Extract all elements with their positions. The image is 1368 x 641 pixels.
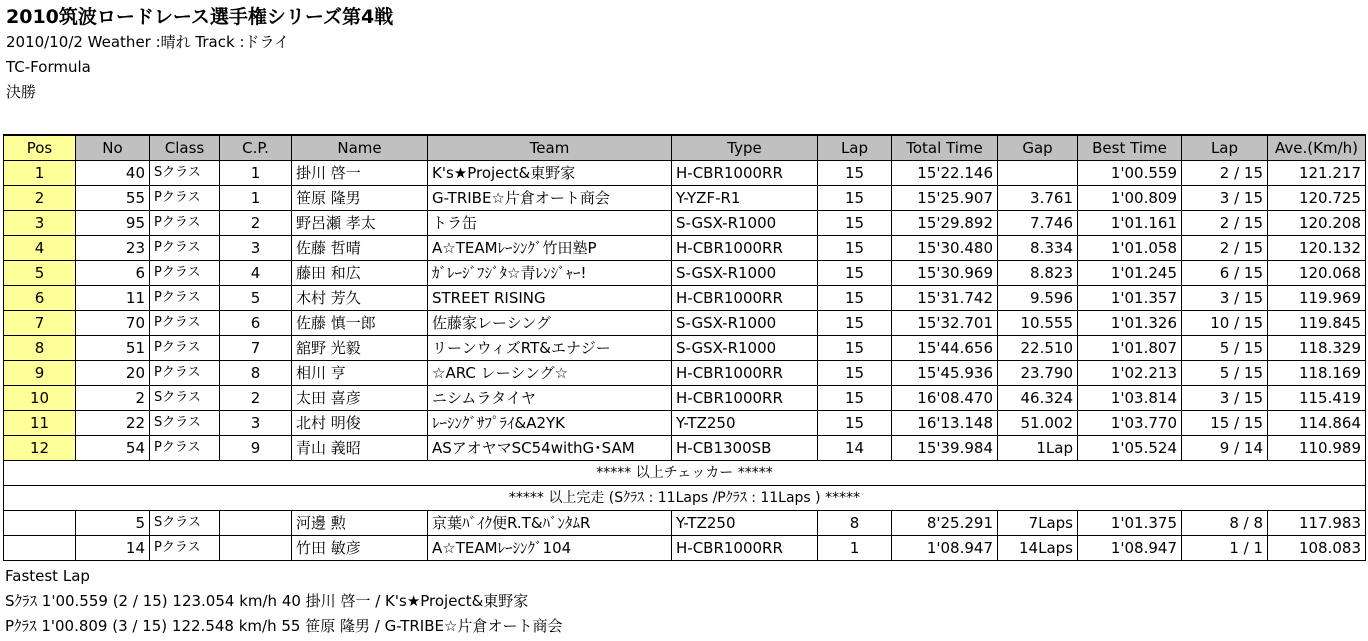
cell-type: H-CBR1000RR [672, 536, 818, 561]
separator-checker: ***** 以上チェッカー ***** [4, 461, 1366, 486]
cell-total-time: 8'25.291 [892, 511, 998, 536]
cell-best-lap: 15 / 15 [1182, 411, 1268, 436]
cell-total-time: 15'45.936 [892, 361, 998, 386]
col-header-name: Name [292, 135, 428, 161]
cell-avg-speed: 120.068 [1268, 261, 1366, 286]
cell-avg-speed: 115.419 [1268, 386, 1366, 411]
cell-class: Pクラス [150, 436, 220, 461]
cell-lap: 15 [818, 261, 892, 286]
cell-type: H-CBR1000RR [672, 161, 818, 186]
cell-best-lap: 6 / 15 [1182, 261, 1268, 286]
cell-no: 95 [76, 211, 150, 236]
separator-row [4, 486, 1366, 511]
cell-lap: 15 [818, 386, 892, 411]
cell-class: Sクラス [150, 511, 220, 536]
cell-best-time: 1'01.326 [1078, 311, 1182, 336]
cell-cp: 9 [220, 436, 292, 461]
cell-best-time: 1'02.213 [1078, 361, 1182, 386]
cell-gap [998, 161, 1078, 186]
cell-total-time: 15'22.146 [892, 161, 998, 186]
cell-best-lap: 3 / 15 [1182, 186, 1268, 211]
table-row [4, 161, 1366, 186]
cell-total-time: 16'13.148 [892, 411, 998, 436]
cell-team: ☆ARC レーシング☆ [428, 361, 672, 386]
cell-type: S-GSX-R1000 [672, 211, 818, 236]
cell-name: 木村 芳久 [292, 286, 428, 311]
cell-best-time: 1'00.809 [1078, 186, 1182, 211]
cell-total-time: 15'30.969 [892, 261, 998, 286]
cell-name: 野呂瀬 孝太 [292, 211, 428, 236]
cell-avg-speed: 120.132 [1268, 236, 1366, 261]
cell-name: 掛川 啓一 [292, 161, 428, 186]
cell-pos [4, 536, 76, 561]
cell-gap: 46.324 [998, 386, 1078, 411]
cell-no: 20 [76, 361, 150, 386]
fastest-lap-s-class: Sｸﾗｽ 1'00.559 (2 / 15) 123.054 km/h 40 掛川 啓一 / K's★Project&東野家 [5, 592, 529, 610]
cell-best-lap: 10 / 15 [1182, 311, 1268, 336]
cell-type: H-CBR1000RR [672, 386, 818, 411]
cell-lap: 15 [818, 311, 892, 336]
table-row [4, 261, 1366, 286]
cell-total-time: 1'08.947 [892, 536, 998, 561]
cell-team: K's★Project&東野家 [428, 161, 672, 186]
cell-class: Pクラス [150, 211, 220, 236]
cell-type: H-CB1300SB [672, 436, 818, 461]
cell-pos: 2 [4, 186, 76, 211]
col-header-cp: C.P. [220, 135, 292, 161]
cell-best-lap: 2 / 15 [1182, 236, 1268, 261]
results-table [3, 134, 1366, 561]
cell-best-lap: 2 / 15 [1182, 211, 1268, 236]
cell-type: H-CBR1000RR [672, 236, 818, 261]
cell-best-lap: 3 / 15 [1182, 386, 1268, 411]
cell-best-time: 1'03.814 [1078, 386, 1182, 411]
cell-cp: 6 [220, 311, 292, 336]
cell-no: 55 [76, 186, 150, 211]
cell-gap: 8.823 [998, 261, 1078, 286]
cell-pos: 10 [4, 386, 76, 411]
table-row [4, 411, 1366, 436]
cell-cp: 5 [220, 286, 292, 311]
cell-cp [220, 511, 292, 536]
cell-lap: 15 [818, 286, 892, 311]
cell-pos: 4 [4, 236, 76, 261]
cell-name: 太田 喜彦 [292, 386, 428, 411]
cell-total-time: 15'25.907 [892, 186, 998, 211]
cell-pos: 11 [4, 411, 76, 436]
cell-name: 北村 明俊 [292, 411, 428, 436]
cell-pos: 8 [4, 336, 76, 361]
cell-no: 70 [76, 311, 150, 336]
table-row [4, 386, 1366, 411]
fastest-lap-section [5, 564, 562, 639]
table-row [4, 361, 1366, 386]
cell-avg-speed: 118.169 [1268, 361, 1366, 386]
cell-type: H-CBR1000RR [672, 286, 818, 311]
cell-gap: 23.790 [998, 361, 1078, 386]
cell-name: 舘野 光毅 [292, 336, 428, 361]
cell-type: Y-TZ250 [672, 511, 818, 536]
cell-team: ｶﾞﾚｰｼﾞﾌｼﾞﾀ☆青ﾚﾝｼﾞｬｰ! [428, 261, 672, 286]
col-header-lap: Lap [818, 135, 892, 161]
cell-type: H-CBR1000RR [672, 361, 818, 386]
cell-team: ASアオヤマSC54withG･SAM [428, 436, 672, 461]
cell-name: 藤田 和広 [292, 261, 428, 286]
cell-best-lap: 3 / 15 [1182, 286, 1268, 311]
cell-pos: 9 [4, 361, 76, 386]
cell-cp: 4 [220, 261, 292, 286]
cell-avg-speed: 108.083 [1268, 536, 1366, 561]
cell-class: Pクラス [150, 261, 220, 286]
cell-gap: 14Laps [998, 536, 1078, 561]
cell-no: 40 [76, 161, 150, 186]
table-row [4, 236, 1366, 261]
cell-cp: 3 [220, 236, 292, 261]
cell-no: 51 [76, 336, 150, 361]
col-header-gap: Gap [998, 135, 1078, 161]
cell-pos: 3 [4, 211, 76, 236]
cell-avg-speed: 120.208 [1268, 211, 1366, 236]
cell-gap: 7.746 [998, 211, 1078, 236]
fastest-lap-heading: Fastest Lap [5, 567, 90, 585]
cell-avg-speed: 117.983 [1268, 511, 1366, 536]
cell-gap: 9.596 [998, 286, 1078, 311]
cell-best-lap: 5 / 15 [1182, 336, 1268, 361]
cell-type: Y-TZ250 [672, 411, 818, 436]
cell-class: Pクラス [150, 286, 220, 311]
cell-best-lap: 2 / 15 [1182, 161, 1268, 186]
cell-class: Pクラス [150, 311, 220, 336]
cell-total-time: 15'32.701 [892, 311, 998, 336]
cell-lap: 14 [818, 436, 892, 461]
cell-best-lap: 1 / 1 [1182, 536, 1268, 561]
cell-name: 青山 義昭 [292, 436, 428, 461]
cell-team: 佐藤家レーシング [428, 311, 672, 336]
cell-class: Sクラス [150, 386, 220, 411]
cell-gap: 8.334 [998, 236, 1078, 261]
cell-lap: 15 [818, 236, 892, 261]
cell-best-time: 1'00.559 [1078, 161, 1182, 186]
col-header-class: Class [150, 135, 220, 161]
cell-no: 2 [76, 386, 150, 411]
table-header-row [4, 135, 1366, 161]
col-header-total-time: Total Time [892, 135, 998, 161]
cell-name: 相川 亨 [292, 361, 428, 386]
cell-team: STREET RISING [428, 286, 672, 311]
cell-name: 佐藤 慎一郎 [292, 311, 428, 336]
cell-pos [4, 511, 76, 536]
cell-team: A☆TEAMﾚｰｼﾝｸﾞ竹田塾P [428, 236, 672, 261]
date-weather-track: 2010/10/2 Weather :晴れ Track :ドライ [6, 33, 290, 51]
event-title: 2010筑波ロードレース選手権シリーズ第4戦 [6, 6, 394, 28]
cell-best-time: 1'01.245 [1078, 261, 1182, 286]
cell-type: Y-YZF-R1 [672, 186, 818, 211]
cell-cp: 1 [220, 186, 292, 211]
cell-total-time: 15'44.656 [892, 336, 998, 361]
cell-best-lap: 5 / 15 [1182, 361, 1268, 386]
cell-pos: 6 [4, 286, 76, 311]
col-header-best-lap: Lap [1182, 135, 1268, 161]
cell-avg-speed: 119.845 [1268, 311, 1366, 336]
cell-class: Pクラス [150, 236, 220, 261]
cell-pos: 5 [4, 261, 76, 286]
cell-gap: 1Lap [998, 436, 1078, 461]
cell-no: 6 [76, 261, 150, 286]
cell-avg-speed: 119.969 [1268, 286, 1366, 311]
cell-lap: 15 [818, 186, 892, 211]
cell-best-time: 1'01.357 [1078, 286, 1182, 311]
cell-gap: 10.555 [998, 311, 1078, 336]
table-row [4, 511, 1366, 536]
col-header-pos: Pos [4, 135, 76, 161]
col-header-no: No [76, 135, 150, 161]
cell-best-time: 1'01.375 [1078, 511, 1182, 536]
cell-avg-speed: 110.989 [1268, 436, 1366, 461]
table-row [4, 336, 1366, 361]
cell-avg-speed: 120.725 [1268, 186, 1366, 211]
cell-name: 河邊 勲 [292, 511, 428, 536]
cell-best-lap: 8 / 8 [1182, 511, 1268, 536]
cell-gap: 7Laps [998, 511, 1078, 536]
cell-no: 5 [76, 511, 150, 536]
cell-avg-speed: 118.329 [1268, 336, 1366, 361]
cell-name: 佐藤 哲晴 [292, 236, 428, 261]
cell-no: 14 [76, 536, 150, 561]
cell-total-time: 15'39.984 [892, 436, 998, 461]
cell-lap: 15 [818, 361, 892, 386]
table-row [4, 436, 1366, 461]
cell-gap: 51.002 [998, 411, 1078, 436]
cell-lap: 15 [818, 161, 892, 186]
cell-class: Sクラス [150, 161, 220, 186]
cell-team: A☆TEAMﾚｰｼﾝｸﾞ104 [428, 536, 672, 561]
cell-best-time: 1'08.947 [1078, 536, 1182, 561]
cell-cp: 8 [220, 361, 292, 386]
table-row [4, 286, 1366, 311]
fastest-lap-p-class: Pｸﾗｽ 1'00.809 (3 / 15) 122.548 km/h 55 笹原 隆男 / G-TRIBE☆片倉オート商会 [5, 617, 563, 635]
cell-total-time: 15'31.742 [892, 286, 998, 311]
cell-best-time: 1'01.807 [1078, 336, 1182, 361]
col-header-type: Type [672, 135, 818, 161]
cell-lap: 15 [818, 411, 892, 436]
results-header [6, 4, 393, 105]
cell-cp: 1 [220, 161, 292, 186]
cell-avg-speed: 114.864 [1268, 411, 1366, 436]
cell-team: ﾚｰｼﾝｸﾞｻﾌﾟﾗｲ&A2YK [428, 411, 672, 436]
cell-name: 笹原 隆男 [292, 186, 428, 211]
cell-best-time: 1'01.058 [1078, 236, 1182, 261]
cell-best-lap: 9 / 14 [1182, 436, 1268, 461]
cell-best-time: 1'01.161 [1078, 211, 1182, 236]
table-row [4, 536, 1366, 561]
cell-type: S-GSX-R1000 [672, 261, 818, 286]
race-class: TC-Formula [6, 58, 91, 76]
cell-team: 京葉ﾊﾞｲｸ便R.T&ﾊﾞﾝﾀﾑR [428, 511, 672, 536]
cell-class: Pクラス [150, 361, 220, 386]
cell-cp: 3 [220, 411, 292, 436]
cell-lap: 1 [818, 536, 892, 561]
cell-best-time: 1'05.524 [1078, 436, 1182, 461]
cell-team: トラ缶 [428, 211, 672, 236]
cell-class: Pクラス [150, 186, 220, 211]
cell-no: 11 [76, 286, 150, 311]
cell-name: 竹田 敏彦 [292, 536, 428, 561]
cell-class: Pクラス [150, 336, 220, 361]
cell-type: S-GSX-R1000 [672, 311, 818, 336]
cell-team: リーンウィズRT&エナジー [428, 336, 672, 361]
cell-total-time: 15'30.480 [892, 236, 998, 261]
cell-best-time: 1'03.770 [1078, 411, 1182, 436]
cell-class: Sクラス [150, 411, 220, 436]
cell-lap: 15 [818, 336, 892, 361]
table-row [4, 211, 1366, 236]
cell-cp: 7 [220, 336, 292, 361]
cell-avg-speed: 121.217 [1268, 161, 1366, 186]
cell-pos: 1 [4, 161, 76, 186]
cell-pos: 12 [4, 436, 76, 461]
cell-cp: 2 [220, 211, 292, 236]
cell-no: 23 [76, 236, 150, 261]
cell-no: 22 [76, 411, 150, 436]
separator-complete: ***** 以上完走 (Sｸﾗｽ : 11Laps /Pｸﾗｽ : 11Laps ) ***** [4, 486, 1366, 511]
cell-gap: 3.761 [998, 186, 1078, 211]
cell-lap: 15 [818, 211, 892, 236]
col-header-team: Team [428, 135, 672, 161]
cell-team: G-TRIBE☆片倉オート商会 [428, 186, 672, 211]
table-row [4, 311, 1366, 336]
cell-no: 54 [76, 436, 150, 461]
table-row [4, 186, 1366, 211]
cell-cp [220, 536, 292, 561]
cell-lap: 8 [818, 511, 892, 536]
cell-total-time: 16'08.470 [892, 386, 998, 411]
col-header-avg-speed: Ave.(Km/h) [1268, 135, 1366, 161]
col-header-best-time: Best Time [1078, 135, 1182, 161]
cell-class: Pクラス [150, 536, 220, 561]
cell-team: ニシムラタイヤ [428, 386, 672, 411]
cell-cp: 2 [220, 386, 292, 411]
cell-type: S-GSX-R1000 [672, 336, 818, 361]
cell-total-time: 15'29.892 [892, 211, 998, 236]
cell-gap: 22.510 [998, 336, 1078, 361]
cell-pos: 7 [4, 311, 76, 336]
separator-row [4, 461, 1366, 486]
session-name: 決勝 [6, 83, 37, 101]
